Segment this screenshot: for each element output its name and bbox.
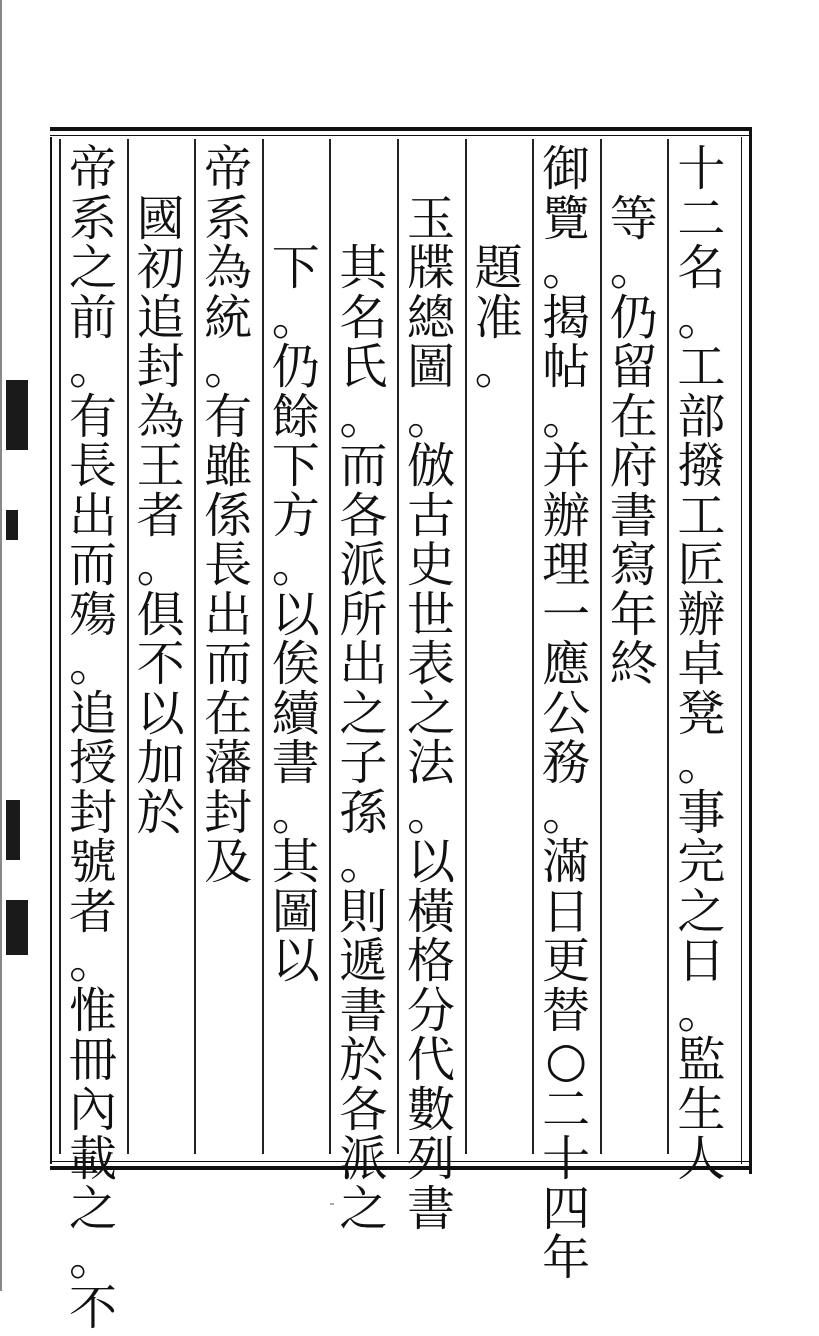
glyph: 國 [136, 190, 185, 247]
glyph: 仍 [271, 339, 320, 395]
glyph: 橫 [406, 883, 455, 940]
glyph: 工 [677, 487, 726, 544]
glyph: 號 [68, 834, 117, 890]
column-rule [194, 139, 196, 1154]
text-column [401, 190, 461, 1237]
glyph: 其 [271, 834, 320, 890]
glyph: 替 [542, 982, 591, 1039]
glyph: 終 [609, 636, 658, 692]
glyph: 子 [339, 735, 388, 791]
glyph: 書 [339, 982, 388, 1039]
glyph: 。 [136, 537, 185, 593]
column-rule [600, 139, 602, 1154]
glyph: 追 [68, 685, 117, 742]
text-column [131, 190, 191, 1205]
glyph: 。 [68, 636, 117, 692]
glyph: 帝 [204, 141, 253, 197]
glyph: 俟 [271, 636, 320, 692]
glyph: 工 [677, 339, 726, 395]
glyph: 系 [68, 190, 117, 247]
glyph: 封 [204, 784, 253, 841]
glyph: 并 [542, 438, 591, 494]
glyph: 以 [136, 685, 185, 742]
glyph: 圖 [271, 883, 320, 940]
glyph: 在 [204, 685, 253, 742]
glyph: 年 [542, 1230, 591, 1286]
glyph: 之 [406, 685, 455, 742]
glyph: 封 [136, 339, 185, 395]
glyph: 俱 [136, 586, 185, 643]
glyph: 書 [271, 735, 320, 791]
page-edge [0, 0, 2, 1291]
glyph: 生 [677, 1081, 726, 1138]
glyph: 於 [136, 784, 185, 841]
glyph: 出 [68, 487, 117, 544]
glyph: 內 [68, 1081, 117, 1138]
glyph: 日 [542, 883, 591, 940]
glyph: 監 [677, 1032, 726, 1088]
glyph: 孫 [339, 784, 388, 841]
glyph: 為 [136, 388, 185, 445]
glyph: 史 [406, 537, 455, 593]
glyph: 更 [542, 933, 591, 989]
glyph: 封 [68, 784, 117, 841]
glyph: 長 [204, 537, 253, 593]
column-rule [59, 139, 61, 1154]
glyph: 而 [204, 636, 253, 692]
glyph: 數 [406, 1081, 455, 1138]
glyph: 。 [339, 388, 388, 445]
glyph: 部 [677, 388, 726, 445]
glyph: 前 [68, 289, 117, 346]
glyph: 列 [406, 1131, 455, 1187]
spine-shadow [6, 380, 36, 1000]
glyph: 府 [609, 438, 658, 494]
glyph: 務 [542, 735, 591, 791]
glyph: 。 [542, 784, 591, 841]
glyph: 仍 [609, 289, 658, 346]
glyph: 帝 [68, 141, 117, 197]
glyph: 。 [271, 784, 320, 841]
glyph: 者 [68, 883, 117, 940]
glyph: 而 [339, 438, 388, 494]
glyph: 以 [271, 933, 320, 989]
glyph: 准 [474, 289, 523, 346]
glyph: 王 [136, 438, 185, 494]
glyph: 二 [542, 1081, 591, 1138]
glyph: 年 [609, 586, 658, 643]
glyph: 授 [68, 735, 117, 791]
glyph: 名 [677, 240, 726, 296]
glyph: 十 [677, 141, 726, 197]
glyph: 氏 [339, 339, 388, 395]
glyph: 二 [677, 190, 726, 247]
glyph: 下 [271, 438, 320, 494]
glyph: 圖 [406, 339, 455, 395]
glyph: 在 [609, 388, 658, 445]
glyph: 牒 [406, 240, 455, 296]
column-rule [262, 139, 264, 1154]
glyph: 。 [677, 982, 726, 1039]
glyph: 十 [542, 1131, 591, 1187]
glyph: 而 [68, 537, 117, 593]
text-column [469, 240, 529, 1254]
glyph: 倣 [406, 438, 455, 494]
glyph: 辦 [677, 586, 726, 643]
glyph: 撥 [677, 438, 726, 494]
glyph: 初 [136, 240, 185, 296]
glyph: 。 [68, 1230, 117, 1286]
glyph: 格 [406, 933, 455, 989]
column-rule [397, 139, 399, 1154]
glyph: 雖 [204, 438, 253, 494]
glyph: 總 [406, 289, 455, 346]
glyph: 。 [677, 289, 726, 346]
glyph: 應 [542, 636, 591, 692]
column-rule [329, 139, 331, 1154]
glyph: 係 [204, 487, 253, 544]
glyph: 完 [677, 834, 726, 890]
glyph: 。 [542, 388, 591, 445]
glyph: 以 [406, 834, 455, 890]
glyph: 下 [271, 240, 320, 296]
glyph: 。 [474, 339, 523, 395]
glyph: 凳 [677, 685, 726, 742]
glyph: 法 [406, 735, 455, 791]
glyph: 。 [339, 834, 388, 890]
glyph: 世 [406, 586, 455, 643]
glyph: 為 [204, 240, 253, 296]
glyph: 公 [542, 685, 591, 742]
glyph: 惟 [68, 982, 117, 1039]
glyph: 出 [204, 586, 253, 643]
glyph: 書 [609, 487, 658, 544]
glyph: 辦 [542, 487, 591, 544]
glyph: 事 [677, 784, 726, 841]
text-column [333, 240, 393, 1254]
glyph: 。 [542, 240, 591, 296]
column-rule [465, 139, 467, 1154]
glyph: 派 [339, 1131, 388, 1187]
glyph: 寫 [609, 537, 658, 593]
glyph: 。 [406, 388, 455, 445]
glyph: 冊 [68, 1032, 117, 1088]
glyph: 。 [204, 339, 253, 395]
glyph: 方 [271, 487, 320, 544]
glyph: 一 [542, 586, 591, 643]
glyph: 載 [68, 1131, 117, 1187]
glyph: 揭 [542, 289, 591, 346]
glyph: 之 [339, 1180, 388, 1237]
glyph: 及 [204, 834, 253, 890]
glyph: 帖 [542, 339, 591, 395]
glyph: 。 [68, 339, 117, 395]
glyph: 卓 [677, 636, 726, 692]
glyph: 之 [68, 240, 117, 296]
glyph: 不 [68, 1279, 117, 1336]
glyph: 有 [68, 388, 117, 445]
glyph: 匠 [677, 537, 726, 593]
glyph: 題 [474, 240, 523, 296]
column-rule [667, 139, 669, 1154]
glyph: 玉 [406, 190, 455, 247]
glyph: 系 [204, 190, 253, 247]
glyph: 覽 [542, 190, 591, 247]
glyph: 御 [542, 141, 591, 197]
glyph: 長 [68, 438, 117, 494]
glyph: 之 [677, 883, 726, 940]
glyph: 書 [406, 1180, 455, 1237]
column-rule [532, 139, 534, 1154]
glyph: 等 [609, 190, 658, 247]
glyph: 分 [406, 982, 455, 1039]
column-rule [127, 139, 129, 1154]
glyph: 代 [406, 1032, 455, 1088]
glyph: 。 [68, 933, 117, 989]
glyph: 統 [204, 289, 253, 346]
glyph: 餘 [271, 388, 320, 445]
glyph: 其 [339, 240, 388, 296]
glyph: 續 [271, 685, 320, 742]
glyph: 之 [339, 685, 388, 742]
glyph: 各 [339, 487, 388, 544]
glyph: 藩 [204, 735, 253, 791]
glyph: 之 [68, 1180, 117, 1237]
text-column [266, 240, 326, 1254]
glyph: 追 [136, 289, 185, 346]
glyph: 者 [136, 487, 185, 544]
glyph: 留 [609, 339, 658, 395]
glyph: 四 [542, 1180, 591, 1237]
text-column [198, 141, 258, 1155]
glyph: 有 [204, 388, 253, 445]
glyph: 。 [406, 784, 455, 841]
glyph: 則 [339, 883, 388, 940]
glyph: 所 [339, 586, 388, 643]
text-column [604, 190, 664, 1205]
glyph: 以 [271, 586, 320, 643]
text-column [536, 141, 596, 1286]
text-column [671, 141, 731, 1187]
glyph: 。 [271, 537, 320, 593]
glyph: 出 [339, 636, 388, 692]
glyph: 日 [677, 933, 726, 989]
glyph: 名 [339, 289, 388, 346]
glyph: 。 [677, 735, 726, 791]
page-mark [330, 1203, 334, 1205]
glyph: 滿 [542, 834, 591, 890]
glyph: 遞 [339, 933, 388, 989]
glyph: ○ [545, 1032, 588, 1088]
glyph: 。 [609, 240, 658, 296]
glyph: 於 [339, 1032, 388, 1088]
glyph: 表 [406, 636, 455, 692]
glyph: 派 [339, 537, 388, 593]
glyph: 理 [542, 537, 591, 593]
glyph: 各 [339, 1081, 388, 1138]
glyph: 殤 [68, 586, 117, 643]
glyph: 加 [136, 735, 185, 791]
glyph: 人 [677, 1131, 726, 1187]
glyph: 。 [271, 289, 320, 346]
glyph: 古 [406, 487, 455, 544]
text-column [63, 141, 123, 1336]
glyph: 不 [136, 636, 185, 692]
